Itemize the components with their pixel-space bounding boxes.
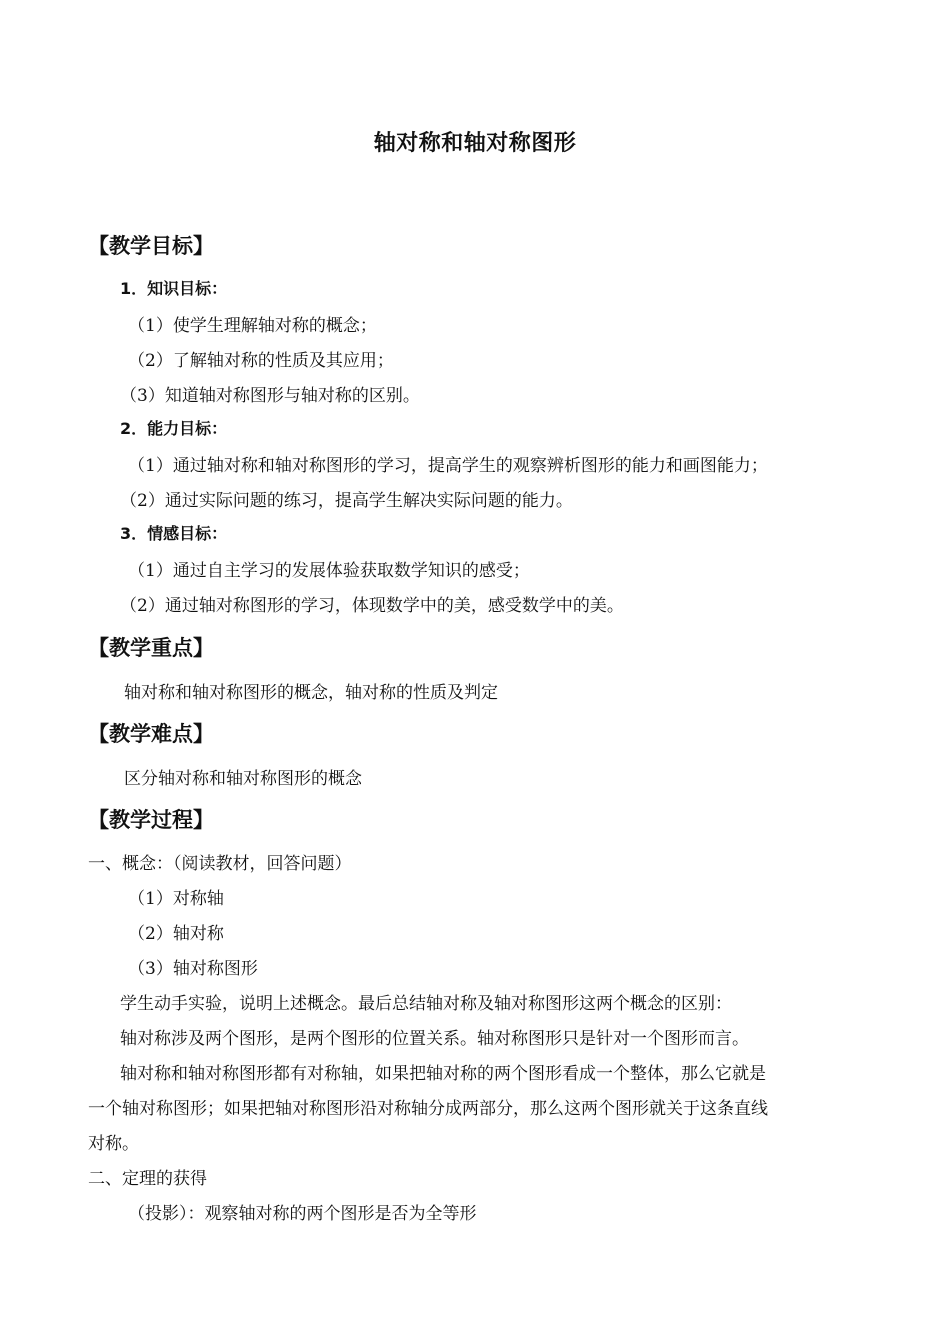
key-points-text: 轴对称和轴对称图形的概念，轴对称的性质及判定 bbox=[124, 683, 498, 703]
concept-item: （1）对称轴 bbox=[128, 889, 224, 909]
ability-objective-label: 2．能力目标： bbox=[120, 419, 228, 438]
concept-item: （3）轴对称图形 bbox=[128, 959, 258, 979]
document-title: 轴对称和轴对称图形 bbox=[373, 131, 577, 156]
difficulties-heading: 【教学难点】 bbox=[88, 722, 214, 746]
paragraph-relation-line: 对称。 bbox=[88, 1134, 139, 1154]
paragraph-relation-line: 一个轴对称图形；如果把轴对称图形沿对称轴分成两部分，那么这两个图形就关于这条直线 bbox=[88, 1099, 768, 1119]
key-points-heading: 【教学重点】 bbox=[88, 636, 214, 660]
paragraph-relation-line: 轴对称和轴对称图形都有对称轴，如果把轴对称的两个图形看成一个整体，那么它就是 bbox=[120, 1064, 766, 1084]
knowledge-item: （3）知道轴对称图形与轴对称的区别。 bbox=[120, 386, 420, 406]
part2-text: （投影）：观察轴对称的两个图形是否为全等形 bbox=[128, 1204, 477, 1224]
objectives-heading: 【教学目标】 bbox=[88, 234, 214, 258]
emotion-item: （2）通过轴对称图形的学习，体现数学中的美，感受数学中的美。 bbox=[120, 596, 624, 616]
part2-title: 二、定理的获得 bbox=[88, 1169, 207, 1189]
emotion-objective-label: 3．情感目标： bbox=[120, 524, 228, 543]
paragraph-distinction: 轴对称涉及两个图形，是两个图形的位置关系。轴对称图形只是针对一个图形而言。 bbox=[120, 1029, 749, 1049]
paragraph-experiment: 学生动手实验，说明上述概念。最后总结轴对称及轴对称图形这两个概念的区别： bbox=[120, 994, 732, 1014]
difficulties-text: 区分轴对称和轴对称图形的概念 bbox=[124, 769, 362, 789]
knowledge-item: （1）使学生理解轴对称的概念； bbox=[128, 316, 377, 336]
knowledge-objective-label: 1．知识目标： bbox=[120, 279, 228, 298]
emotion-item: （1）通过自主学习的发展体验获取数学知识的感受； bbox=[128, 561, 530, 581]
knowledge-item: （2）了解轴对称的性质及其应用； bbox=[128, 351, 394, 371]
process-heading: 【教学过程】 bbox=[88, 808, 214, 832]
concept-item: （2）轴对称 bbox=[128, 924, 224, 944]
ability-item: （1）通过轴对称和轴对称图形的学习，提高学生的观察辨析图形的能力和画图能力； bbox=[128, 456, 768, 476]
ability-item: （2）通过实际问题的练习，提高学生解决实际问题的能力。 bbox=[120, 491, 573, 511]
part1-title: 一、概念：（阅读教材，回答问题） bbox=[88, 854, 352, 874]
